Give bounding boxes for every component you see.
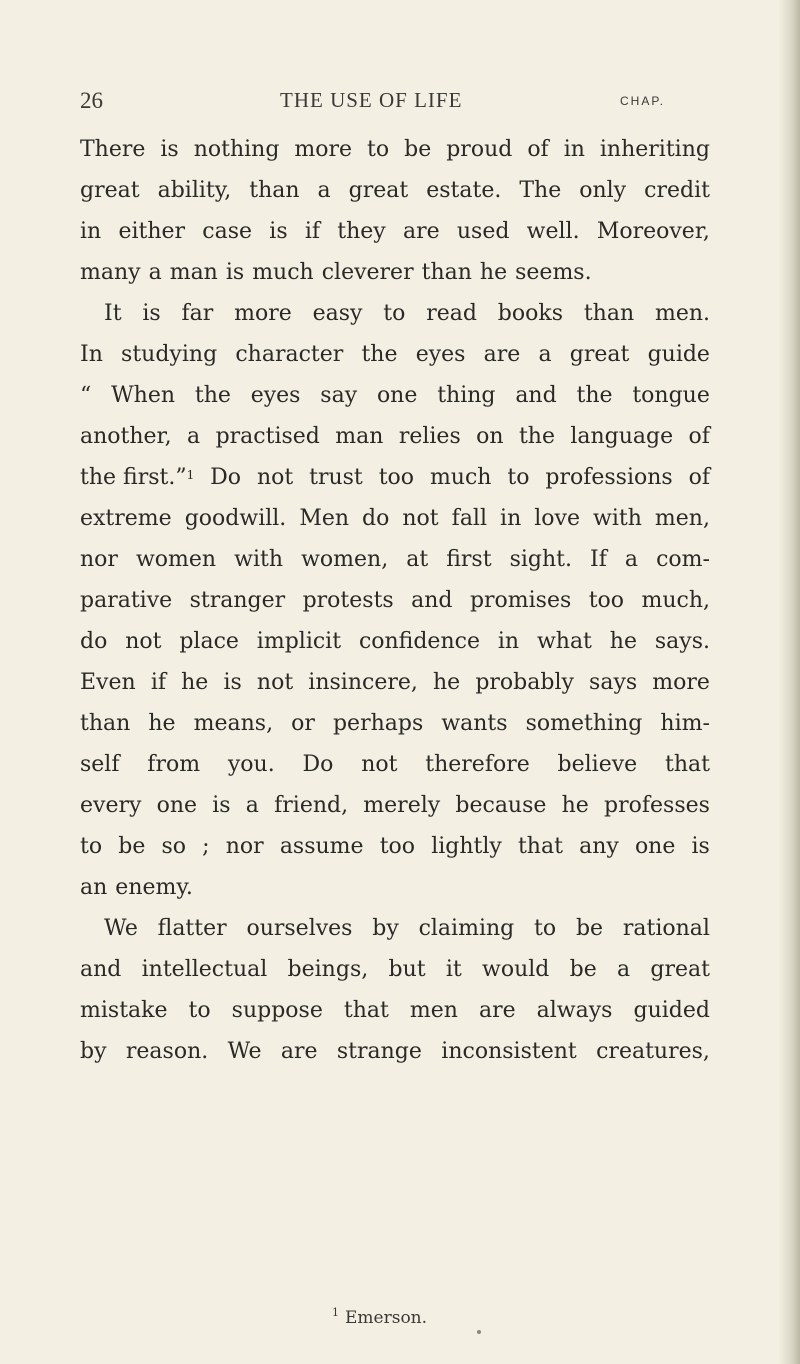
word: great bbox=[650, 957, 710, 982]
word: not bbox=[125, 629, 162, 654]
word: suppose bbox=[231, 998, 323, 1023]
word: than bbox=[249, 178, 300, 203]
word: men. bbox=[654, 301, 710, 326]
word: of bbox=[527, 137, 549, 162]
word: thing bbox=[437, 383, 496, 408]
word: We bbox=[104, 916, 138, 941]
text-line bbox=[80, 498, 710, 539]
word: seems. bbox=[515, 260, 592, 285]
word: friend, bbox=[274, 793, 349, 818]
word: are bbox=[402, 219, 440, 244]
word: too bbox=[379, 834, 416, 859]
word: It bbox=[104, 301, 122, 326]
word: eyes bbox=[415, 342, 466, 367]
word: would bbox=[482, 957, 550, 982]
word: case bbox=[202, 219, 253, 244]
word: men bbox=[409, 998, 458, 1023]
word: be bbox=[569, 957, 597, 982]
word: character bbox=[235, 342, 344, 367]
word: ability, bbox=[157, 178, 232, 203]
word: stranger bbox=[189, 588, 286, 613]
word: more bbox=[294, 137, 353, 162]
word: much bbox=[429, 465, 492, 490]
word: far bbox=[181, 301, 214, 326]
word: the bbox=[361, 342, 398, 367]
text-line bbox=[80, 1031, 710, 1072]
word: than bbox=[421, 260, 472, 285]
word: great bbox=[569, 342, 630, 367]
word: ourselves bbox=[246, 916, 353, 941]
word: that bbox=[665, 752, 710, 777]
text-line bbox=[80, 785, 710, 826]
word: either bbox=[118, 219, 186, 244]
word: not bbox=[361, 752, 398, 777]
word: every bbox=[80, 793, 142, 818]
word: protests bbox=[302, 588, 394, 613]
word: but bbox=[388, 957, 426, 982]
word: easy bbox=[312, 301, 363, 326]
word: ; bbox=[202, 834, 210, 859]
page-number: 26 bbox=[80, 88, 103, 113]
running-title: THE USE OF LIFE bbox=[280, 88, 463, 112]
word: claiming bbox=[418, 916, 515, 941]
word: man bbox=[169, 260, 218, 285]
word: com- bbox=[656, 547, 710, 572]
word: practised bbox=[215, 424, 320, 449]
word: believe bbox=[557, 752, 638, 777]
word: be bbox=[404, 137, 432, 162]
word: strange bbox=[336, 1039, 422, 1064]
word: rational bbox=[622, 916, 710, 941]
word: self bbox=[80, 752, 120, 777]
word: do bbox=[362, 506, 390, 531]
text-line bbox=[80, 334, 710, 375]
word: mistake bbox=[80, 998, 168, 1023]
word: that bbox=[343, 998, 389, 1023]
text-line bbox=[80, 416, 710, 457]
word: perhaps bbox=[332, 711, 424, 736]
word: you. bbox=[227, 752, 275, 777]
word: a bbox=[538, 342, 552, 367]
word: women, bbox=[301, 547, 389, 572]
word: fall bbox=[451, 506, 488, 531]
word: the bbox=[576, 383, 613, 408]
word: something bbox=[525, 711, 643, 736]
word: extreme bbox=[80, 506, 172, 531]
word: to bbox=[507, 465, 530, 490]
word: a bbox=[317, 178, 331, 203]
text-line bbox=[80, 211, 710, 252]
text-line bbox=[80, 662, 710, 703]
word: from bbox=[147, 752, 201, 777]
text-line bbox=[80, 949, 710, 990]
text-line bbox=[80, 539, 710, 580]
word: one bbox=[634, 834, 676, 859]
word: than bbox=[80, 711, 131, 736]
word: used bbox=[456, 219, 510, 244]
word: another, bbox=[80, 424, 172, 449]
word: well. bbox=[526, 219, 580, 244]
body-text bbox=[80, 129, 710, 1072]
word: in bbox=[497, 629, 520, 654]
word: of bbox=[688, 424, 710, 449]
word: is bbox=[269, 219, 288, 244]
word: is bbox=[223, 670, 242, 695]
word: eyes bbox=[250, 383, 301, 408]
word: much bbox=[252, 260, 314, 285]
footnote-reference-text: the first.”$^1$ bbox=[80, 465, 195, 490]
word: enemy. bbox=[115, 875, 193, 900]
word: men, bbox=[654, 506, 710, 531]
word: not bbox=[256, 670, 294, 695]
word: beings, bbox=[287, 957, 369, 982]
word: not bbox=[402, 506, 439, 531]
word: reason. bbox=[125, 1039, 209, 1064]
word: great bbox=[348, 178, 409, 203]
word: professes bbox=[604, 793, 710, 818]
word: be bbox=[118, 834, 146, 859]
footnote-marker: 1 bbox=[186, 468, 195, 482]
word: sight. bbox=[509, 547, 572, 572]
word: so bbox=[161, 834, 187, 859]
word: a bbox=[245, 793, 259, 818]
word: are bbox=[483, 342, 521, 367]
word: insincere, bbox=[308, 670, 418, 695]
word: intellectual bbox=[141, 957, 268, 982]
word: great bbox=[80, 178, 140, 203]
word: says. bbox=[654, 629, 710, 654]
word: man bbox=[335, 424, 384, 449]
word: only bbox=[579, 178, 627, 203]
word: if bbox=[150, 670, 166, 695]
word: he bbox=[148, 711, 176, 736]
word: say bbox=[320, 383, 358, 408]
word: studying bbox=[121, 342, 218, 367]
word: wants bbox=[441, 711, 508, 736]
word: a bbox=[187, 424, 201, 449]
word: nothing bbox=[193, 137, 280, 162]
text-line bbox=[80, 252, 710, 293]
word: nor bbox=[225, 834, 264, 859]
word: professions bbox=[545, 465, 673, 490]
word: of bbox=[688, 465, 710, 490]
word: not bbox=[256, 465, 294, 490]
word: any bbox=[579, 834, 619, 859]
word: read bbox=[426, 301, 477, 326]
word: is bbox=[160, 137, 179, 162]
word: language bbox=[570, 424, 674, 449]
word: Do bbox=[302, 752, 334, 777]
page-edge-shadow bbox=[778, 0, 800, 1364]
word: Men bbox=[299, 506, 350, 531]
text-line bbox=[80, 826, 710, 867]
word: therefore bbox=[425, 752, 530, 777]
word: many bbox=[80, 260, 141, 285]
word: estate. bbox=[426, 178, 502, 203]
text-line bbox=[80, 293, 710, 334]
word: guide bbox=[647, 342, 710, 367]
word: he bbox=[181, 670, 209, 695]
word: be bbox=[575, 916, 604, 941]
word: in bbox=[80, 219, 102, 244]
word: one bbox=[156, 793, 198, 818]
word: by bbox=[80, 1039, 107, 1064]
word: him- bbox=[660, 711, 710, 736]
word: is bbox=[142, 301, 161, 326]
word: one bbox=[376, 383, 418, 408]
word: to bbox=[188, 998, 211, 1023]
running-header bbox=[0, 88, 800, 128]
word: if bbox=[304, 219, 321, 244]
text-line bbox=[80, 703, 710, 744]
word: with bbox=[593, 506, 642, 531]
text-line bbox=[80, 621, 710, 662]
word: When bbox=[111, 383, 176, 408]
word: parative bbox=[80, 588, 173, 613]
word: are bbox=[280, 1039, 318, 1064]
word: are bbox=[478, 998, 516, 1023]
word: flatter bbox=[157, 916, 227, 941]
word: on bbox=[476, 424, 504, 449]
word: nor bbox=[80, 547, 118, 572]
word: too bbox=[378, 465, 415, 490]
word: a bbox=[617, 957, 631, 982]
word: a bbox=[148, 260, 162, 285]
word: love bbox=[534, 506, 580, 531]
footnote bbox=[332, 1308, 427, 1328]
word: he bbox=[479, 260, 508, 285]
word: or bbox=[291, 711, 315, 736]
word: more bbox=[652, 670, 710, 695]
word: assume bbox=[279, 834, 364, 859]
word: inheriting bbox=[599, 137, 710, 162]
word: because bbox=[455, 793, 547, 818]
word: it bbox=[445, 957, 462, 982]
word: Even bbox=[80, 670, 136, 695]
word: We bbox=[227, 1039, 262, 1064]
text-line-with-footnote bbox=[80, 457, 710, 498]
text-line bbox=[80, 990, 710, 1031]
word: is bbox=[225, 260, 245, 285]
word: too bbox=[588, 588, 625, 613]
word: The bbox=[519, 178, 562, 203]
word: implicit bbox=[256, 629, 342, 654]
word: goodwill. bbox=[184, 506, 287, 531]
text-line bbox=[80, 375, 710, 416]
word: what bbox=[536, 629, 592, 654]
word: says bbox=[589, 670, 638, 695]
word: In bbox=[80, 342, 103, 367]
word: promises bbox=[469, 588, 572, 613]
word: is bbox=[691, 834, 710, 859]
word: a bbox=[624, 547, 639, 572]
word: guided bbox=[633, 998, 710, 1023]
text-line bbox=[80, 908, 710, 949]
word: the bbox=[518, 424, 555, 449]
word: If bbox=[590, 547, 607, 572]
word: much, bbox=[641, 588, 710, 613]
chapter-marker: CHAP. bbox=[620, 94, 666, 108]
word: means, bbox=[193, 711, 274, 736]
word: the bbox=[194, 383, 231, 408]
footnote-text: Emerson. bbox=[345, 1308, 428, 1328]
word: books bbox=[497, 301, 563, 326]
word: women bbox=[135, 547, 217, 572]
word: with bbox=[234, 547, 284, 572]
word: merely bbox=[363, 793, 441, 818]
word: to bbox=[367, 137, 390, 162]
text-line bbox=[80, 129, 710, 170]
word: he bbox=[561, 793, 589, 818]
word: to bbox=[80, 834, 103, 859]
word: Moreover, bbox=[596, 219, 710, 244]
word: in bbox=[563, 137, 585, 162]
word: “ bbox=[80, 383, 92, 408]
text-line bbox=[80, 170, 710, 211]
word: in bbox=[500, 506, 522, 531]
word: is bbox=[212, 793, 231, 818]
word: tongue bbox=[632, 383, 710, 408]
word: and bbox=[80, 957, 122, 982]
word: inconsistent bbox=[441, 1039, 577, 1064]
word: place bbox=[179, 629, 239, 654]
page-speck bbox=[477, 1330, 481, 1334]
word: confidence bbox=[358, 629, 480, 654]
word: relies bbox=[398, 424, 461, 449]
word: do bbox=[80, 629, 108, 654]
word: an bbox=[80, 875, 108, 900]
word: than bbox=[583, 301, 635, 326]
word: and bbox=[411, 588, 453, 613]
word: at bbox=[406, 547, 429, 572]
word: There bbox=[80, 137, 146, 162]
word: he bbox=[433, 670, 461, 695]
word: by bbox=[372, 916, 399, 941]
text-line bbox=[80, 744, 710, 785]
word: he bbox=[609, 629, 637, 654]
word: lightly bbox=[431, 834, 502, 859]
word: that bbox=[517, 834, 563, 859]
word: to bbox=[534, 916, 557, 941]
word: credit bbox=[644, 178, 710, 203]
word: more bbox=[234, 301, 292, 326]
text-line bbox=[80, 867, 710, 908]
word: probably bbox=[475, 670, 574, 695]
word: and bbox=[515, 383, 557, 408]
footnote-number: 1 bbox=[332, 1306, 339, 1319]
word: to bbox=[383, 301, 406, 326]
word: always bbox=[536, 998, 613, 1023]
text-line bbox=[80, 580, 710, 621]
word: first bbox=[446, 547, 492, 572]
word: proud bbox=[446, 137, 513, 162]
word: Do bbox=[210, 465, 242, 490]
word: cleverer bbox=[321, 260, 414, 285]
word: creatures, bbox=[596, 1039, 710, 1064]
word: they bbox=[337, 219, 386, 244]
word: trust bbox=[309, 465, 363, 490]
